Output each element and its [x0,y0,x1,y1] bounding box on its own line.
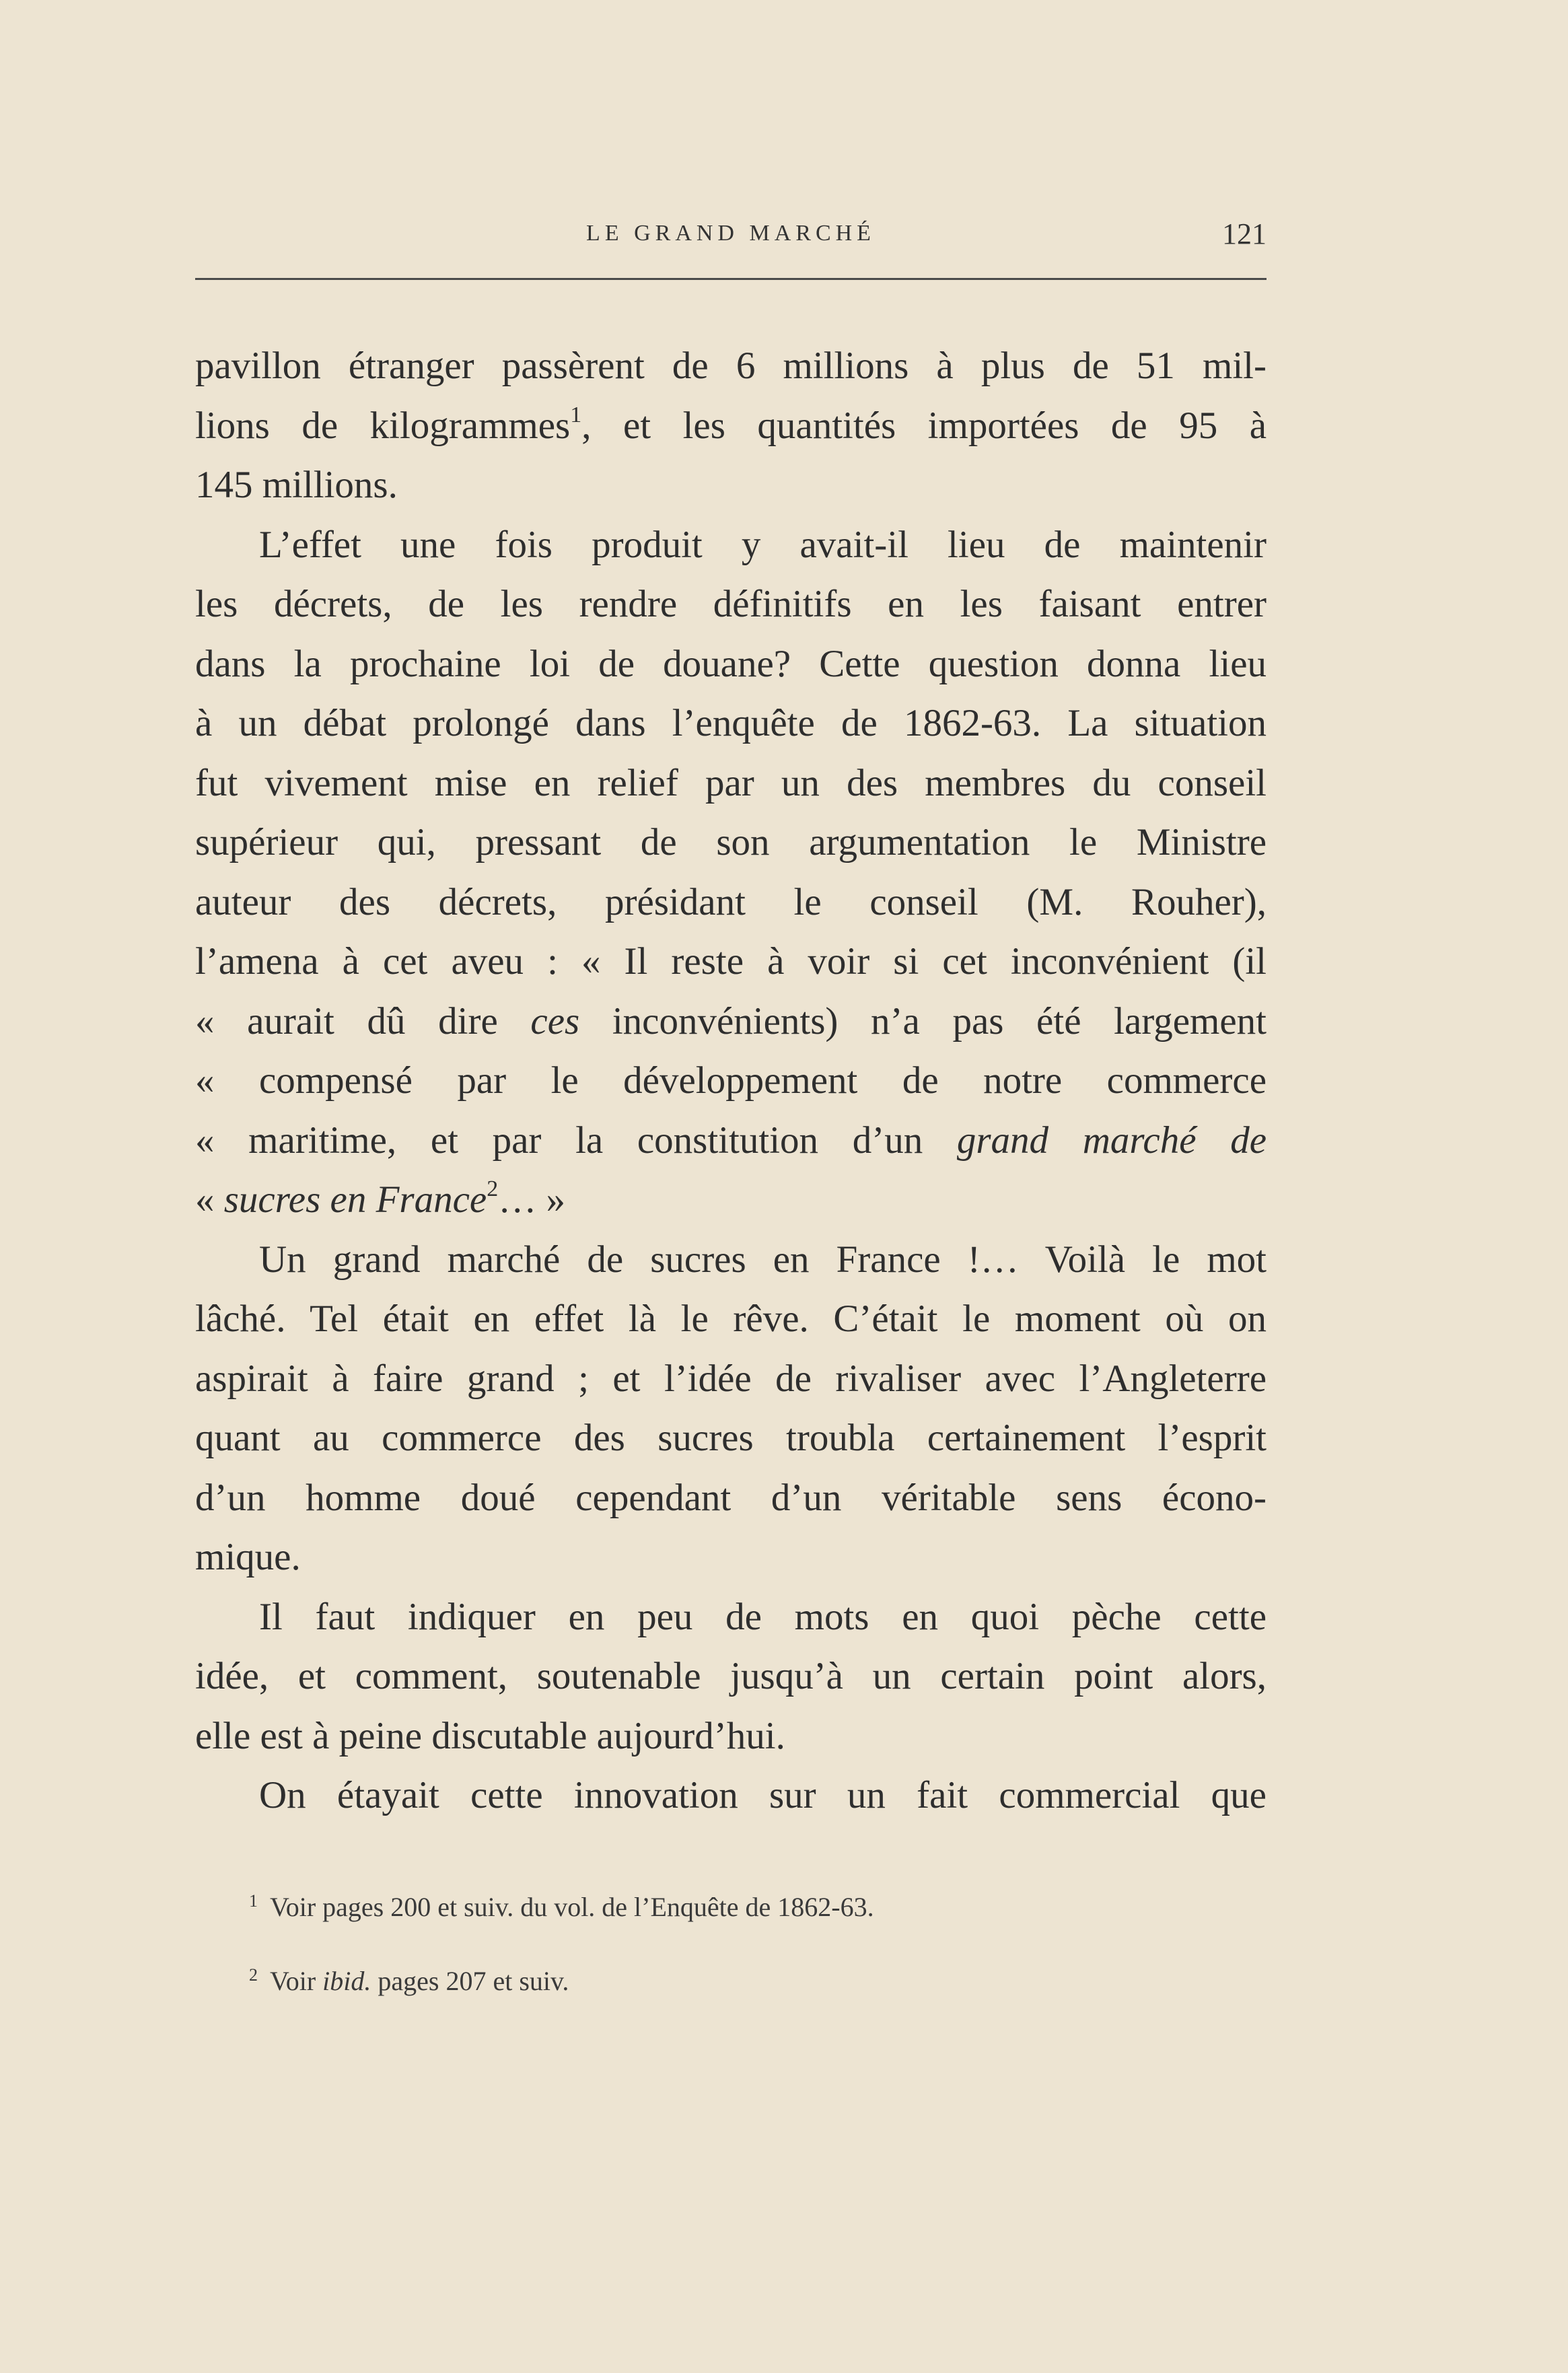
running-head [195,217,1267,257]
body-text [195,337,1267,1826]
text-line: L’effet une fois produit y avait-il lieu de maintenir [259,523,1267,566]
footnote-ref: 1 [570,402,582,427]
footnote-ref: 2 [487,1176,499,1201]
text-line: Un grand marché de sucres en France !… Voilà le mot [259,1238,1267,1281]
text-line: On étayait cette innovation sur un fait commercial que [259,1774,1267,1816]
text-line: d’un homme doué cependant d’un véritable sens écono- [195,1476,1267,1519]
text-line: auteur des décrets, présidant le conseil (M. Rouher), [195,880,1267,923]
text-line: Il faut indiquer en peu de mots en quoi pèche cette [259,1595,1267,1638]
text-line: « maritime, et par la constitution d’un grand marché de [195,1119,1267,1162]
text-line: fut vivement mise en relief par un des membres du conseil [195,761,1267,804]
text-line: supérieur qui, pressant de son argumentation le Ministre [195,821,1267,863]
footnote-1: $^1$ Voir pages 200 et suiv. du vol. de l’Enquête de 1862-63. [249,1891,874,1922]
text-line: l’amena à cet aveu : « Il reste à voir si cet inconvénient (il [195,940,1267,983]
text-line: mique. [195,1536,301,1578]
footnote-2: $^2$ Voir ibid. pages 207 et suiv. [249,1965,569,1996]
footnotes [249,1891,1258,1997]
text-line: « sucres en France$^2$… » [195,1176,565,1221]
text-line: dans la prochaine loi de douane? Cette question donna lieu [195,642,1267,685]
text-line: « compensé par le développement de notre commerce [195,1059,1267,1102]
text-line: les décrets, de les rendre définitifs en les faisant entrer [195,583,1267,625]
text-line: pavillon étranger passèrent de 6 millions à plus de 51 mil- [195,345,1267,387]
text-line: « aurait dû dire ces inconvénients) n’a pas été largement [195,999,1267,1042]
text-line: lions de kilogrammes$^1$, et les quantités importées de 95 à [195,402,1267,447]
text-line: elle est à peine discutable aujourd’hui. [195,1714,785,1757]
running-title: LE GRAND MARCHÉ [586,221,876,246]
text-line: à un débat prolongé dans l’enquête de 1862-63. La situation [195,702,1267,744]
text-line: 145 millions. [195,464,398,506]
text-line: idée, et comment, soutenable jusqu’à un certain point alors, [195,1655,1267,1697]
text-line: aspirait à faire grand ; et l’idée de rivaliser avec l’Angleterre [195,1357,1267,1400]
page-number: 121 [1222,217,1267,250]
text-line: lâché. Tel était en effet là le rêve. C’était le moment où on [195,1298,1267,1340]
header-rule [195,278,1267,280]
text-line: quant au commerce des sucres troubla certainement l’esprit [195,1417,1267,1459]
